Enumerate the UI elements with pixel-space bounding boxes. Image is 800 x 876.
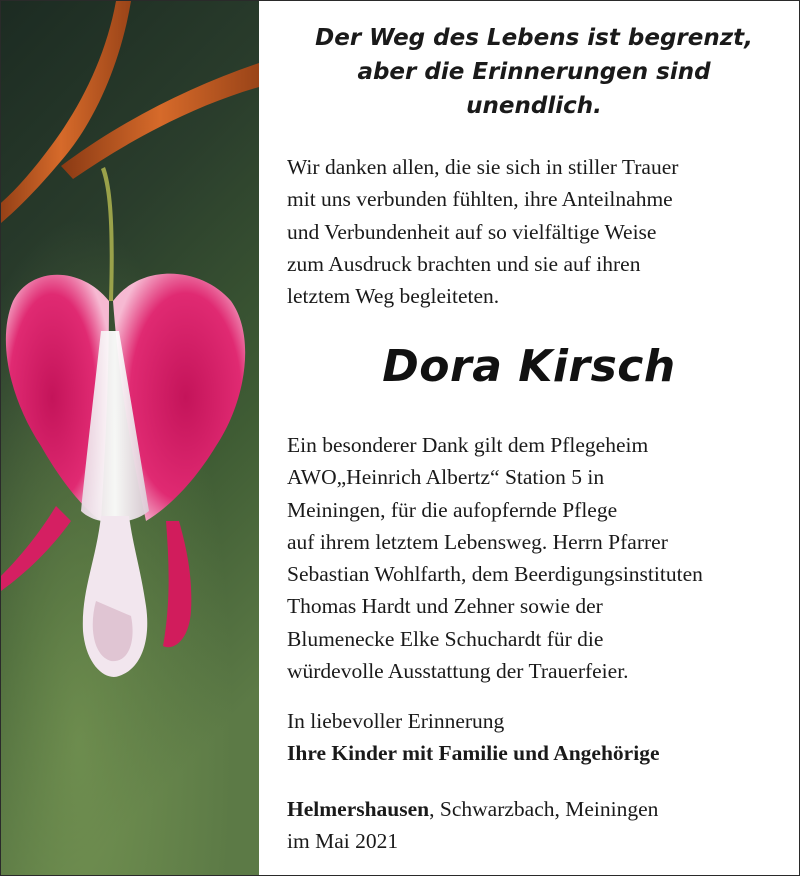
text-line: Wir danken allen, die sie sich in stiller Trauer (287, 155, 679, 179)
bleeding-heart-flower-icon (1, 1, 259, 875)
text-line: und Verbundenheit auf so vielfältige Weise (287, 219, 657, 244)
text-line: letztem Weg begleiteten. (287, 284, 500, 309)
deceased-name: Dora Kirsch (382, 341, 676, 392)
text-line: Ein besonderer Dank gilt dem Pflegeheim (287, 433, 649, 457)
place-rest: , Schwarzbach, Meiningen (429, 797, 659, 821)
signature (287, 737, 797, 769)
memory-block (287, 705, 797, 770)
place-main: Helmershausen (287, 797, 430, 821)
place-date-block (287, 793, 797, 858)
signature-text: Ihre Kinder mit Familie und Angehörige (287, 741, 660, 766)
memory-intro: In liebevoller Erinnerung (287, 709, 505, 733)
place-line (287, 793, 797, 825)
text-line: Meiningen, für die aufopfernde Pflege (287, 497, 618, 522)
quote-line: unendlich. (466, 93, 602, 119)
text-line: würdevolle Ausstattung der Trauerfeier. (287, 659, 629, 684)
flower-photo (1, 1, 259, 875)
text-line: Thomas Hardt und Zehner sowie der (287, 594, 603, 619)
text-line: Blumenecke Elke Schuchardt für die (287, 626, 604, 651)
date-line: im Mai 2021 (287, 829, 399, 854)
text-line: Sebastian Wohlfarth, dem Beerdigungsinstituten (287, 562, 703, 587)
text-line: AWO„Heinrich Albertz“ Station 5 in (287, 465, 605, 490)
special-thanks-paragraph (287, 429, 797, 687)
text-line: mit uns verbunden fühlten, ihre Anteilnahme (287, 187, 673, 212)
notice-text-panel (259, 1, 799, 875)
quote-line: aber die Erinnerungen sind (357, 59, 711, 85)
text-line: zum Ausdruck brachten und sie auf ihren (287, 251, 641, 276)
quote (289, 21, 779, 123)
text-line: auf ihrem letztem Lebensweg. Herrn Pfarrer (287, 529, 668, 554)
thanks-paragraph (287, 151, 797, 312)
quote-line: Der Weg des Lebens ist begrenzt, (315, 25, 753, 51)
